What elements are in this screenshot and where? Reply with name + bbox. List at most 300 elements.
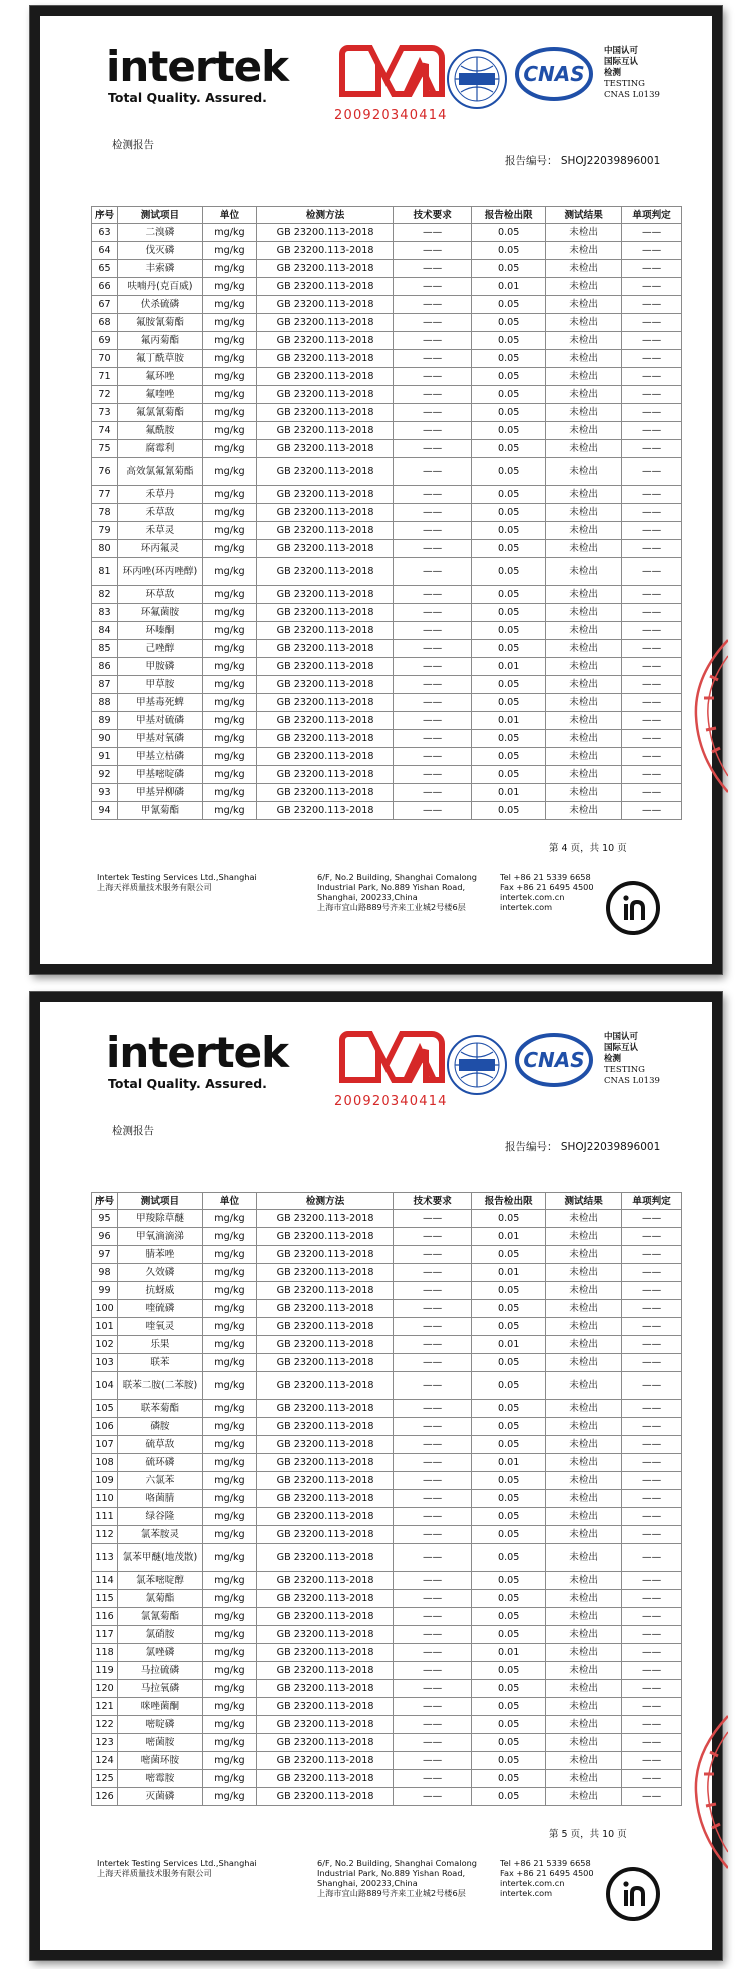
table-row [92, 504, 682, 522]
table-row [92, 1788, 682, 1806]
technical-requirement: —— [394, 1526, 472, 1544]
row-number: 114 [92, 1572, 118, 1590]
table-body [92, 224, 682, 820]
table-row [92, 1526, 682, 1544]
technical-requirement: —— [394, 1472, 472, 1490]
test-result: 未检出 [546, 224, 622, 242]
test-result: 未检出 [546, 1644, 622, 1662]
footer-address-line-1: 6/F, No.2 Building, Shanghai Comalong [317, 872, 477, 882]
test-method: GB 23200.113-2018 [257, 1210, 394, 1228]
cnas-line-5: CNAS L0139 [604, 90, 660, 100]
row-number: 71 [92, 368, 118, 386]
detection-limit: 0.05 [472, 242, 546, 260]
unit: mg/kg [202, 1644, 256, 1662]
row-number: 70 [92, 350, 118, 368]
row-number: 88 [92, 694, 118, 712]
detection-limit: 0.05 [472, 404, 546, 422]
intertek-badge-icon [605, 1866, 661, 1922]
intertek-logo: intertek [106, 1028, 289, 1077]
table-row [92, 694, 682, 712]
judgement: —— [622, 622, 682, 640]
test-method: GB 23200.113-2018 [257, 540, 394, 558]
unit: mg/kg [202, 1246, 256, 1264]
unit: mg/kg [202, 1716, 256, 1734]
intertek-tagline: Total Quality. Assured. [108, 1076, 267, 1091]
test-item: 氯苯胺灵 [118, 1526, 203, 1544]
footer-site: intertek.com [500, 902, 553, 912]
unit: mg/kg [202, 332, 256, 350]
technical-requirement: —— [394, 1354, 472, 1372]
row-number: 104 [92, 1372, 118, 1400]
test-result: 未检出 [546, 1472, 622, 1490]
row-number: 94 [92, 802, 118, 820]
table-row [92, 458, 682, 486]
technical-requirement: —— [394, 522, 472, 540]
test-method: GB 23200.113-2018 [257, 1626, 394, 1644]
technical-requirement: —— [394, 1608, 472, 1626]
test-result: 未检出 [546, 368, 622, 386]
unit: mg/kg [202, 784, 256, 802]
technical-requirement: —— [394, 1336, 472, 1354]
footer-site: intertek.com [500, 1888, 553, 1898]
unit: mg/kg [202, 314, 256, 332]
ilac-mra-icon [446, 48, 508, 110]
detection-limit: 0.05 [472, 1526, 546, 1544]
column-header: 序号 [92, 1193, 118, 1210]
judgement: —— [622, 1572, 682, 1590]
table-row [92, 802, 682, 820]
column-header: 测试项目 [118, 1193, 203, 1210]
test-result: 未检出 [546, 1300, 622, 1318]
row-number: 105 [92, 1400, 118, 1418]
test-method: GB 23200.113-2018 [257, 784, 394, 802]
detection-limit: 0.05 [472, 1544, 546, 1572]
technical-requirement: —— [394, 1644, 472, 1662]
unit: mg/kg [202, 1526, 256, 1544]
test-result: 未检出 [546, 1490, 622, 1508]
table-row [92, 1472, 682, 1490]
technical-requirement: —— [394, 458, 472, 486]
detection-limit: 0.05 [472, 694, 546, 712]
test-result: 未检出 [546, 802, 622, 820]
test-item: 氯氰菊酯 [118, 1608, 203, 1626]
unit: mg/kg [202, 1210, 256, 1228]
cnas-line-3: 检测 [604, 1054, 622, 1064]
test-item: 己唑醇 [118, 640, 203, 658]
test-item: 嘧啶磷 [118, 1716, 203, 1734]
test-method: GB 23200.113-2018 [257, 278, 394, 296]
table-header-row [92, 207, 682, 224]
footer-fax: Fax +86 21 6495 4500 [500, 1868, 594, 1878]
test-method: GB 23200.113-2018 [257, 1400, 394, 1418]
technical-requirement: —— [394, 1246, 472, 1264]
table-row [92, 1318, 682, 1336]
row-number: 87 [92, 676, 118, 694]
unit: mg/kg [202, 522, 256, 540]
footer-site-cn: intertek.com.cn [500, 892, 565, 902]
detection-limit: 0.05 [472, 586, 546, 604]
table-row [92, 314, 682, 332]
technical-requirement: —— [394, 1264, 472, 1282]
test-method: GB 23200.113-2018 [257, 242, 394, 260]
technical-requirement: —— [394, 1544, 472, 1572]
test-item: 氯苯嘧啶醇 [118, 1572, 203, 1590]
table-row [92, 1662, 682, 1680]
row-number: 102 [92, 1336, 118, 1354]
test-item: 氟酰胺 [118, 422, 203, 440]
column-header: 报告检出限 [472, 207, 546, 224]
judgement: —— [622, 1354, 682, 1372]
row-number: 108 [92, 1454, 118, 1472]
test-result: 未检出 [546, 676, 622, 694]
technical-requirement: —— [394, 1418, 472, 1436]
judgement: —— [622, 458, 682, 486]
detection-limit: 0.01 [472, 1644, 546, 1662]
unit: mg/kg [202, 368, 256, 386]
cnas-line-1: 中国认可 [604, 1032, 639, 1042]
test-method: GB 23200.113-2018 [257, 1734, 394, 1752]
column-header: 单位 [202, 207, 256, 224]
unit: mg/kg [202, 1454, 256, 1472]
cnas-logo [514, 1032, 594, 1088]
row-number: 117 [92, 1626, 118, 1644]
test-method: GB 23200.113-2018 [257, 1644, 394, 1662]
row-number: 113 [92, 1544, 118, 1572]
table-row [92, 1418, 682, 1436]
judgement: —— [622, 730, 682, 748]
test-result: 未检出 [546, 1680, 622, 1698]
row-number: 122 [92, 1716, 118, 1734]
footer-contact [500, 1858, 594, 1898]
test-method: GB 23200.113-2018 [257, 1228, 394, 1246]
judgement: —— [622, 1590, 682, 1608]
footer-site-cn: intertek.com.cn [500, 1878, 565, 1888]
unit: mg/kg [202, 1508, 256, 1526]
row-number: 72 [92, 386, 118, 404]
judgement: —— [622, 440, 682, 458]
technical-requirement: —— [394, 1590, 472, 1608]
test-item: 环氟菌胺 [118, 604, 203, 622]
judgement: —— [622, 766, 682, 784]
test-item: 甲基毒死蜱 [118, 694, 203, 712]
detection-limit: 0.05 [472, 1508, 546, 1526]
column-header: 测试结果 [546, 207, 622, 224]
judgement: —— [622, 676, 682, 694]
technical-requirement: —— [394, 1300, 472, 1318]
test-item: 联苯 [118, 1354, 203, 1372]
judgement: —— [622, 1472, 682, 1490]
unit: mg/kg [202, 1228, 256, 1246]
red-seal-stamp-icon [688, 1712, 728, 1872]
row-number: 67 [92, 296, 118, 314]
test-result: 未检出 [546, 604, 622, 622]
footer-company-cn: 上海天祥质量技术服务有限公司 [97, 1868, 212, 1878]
row-number: 74 [92, 422, 118, 440]
technical-requirement: —— [394, 368, 472, 386]
judgement: —— [622, 1734, 682, 1752]
test-result: 未检出 [546, 458, 622, 486]
table-row [92, 1644, 682, 1662]
table-header-row [92, 1193, 682, 1210]
test-method: GB 23200.113-2018 [257, 314, 394, 332]
table-row [92, 1544, 682, 1572]
test-method: GB 23200.113-2018 [257, 712, 394, 730]
judgement: —— [622, 1752, 682, 1770]
judgement: —— [622, 314, 682, 332]
detection-limit: 0.05 [472, 1372, 546, 1400]
column-header: 报告检出限 [472, 1193, 546, 1210]
footer-tel: Tel +86 21 5339 6658 [500, 1858, 591, 1868]
table-row [92, 712, 682, 730]
column-header: 单位 [202, 1193, 256, 1210]
test-result: 未检出 [546, 1770, 622, 1788]
technical-requirement: —— [394, 622, 472, 640]
unit: mg/kg [202, 278, 256, 296]
intertek-logo: intertek [106, 42, 289, 91]
footer-contact [500, 872, 594, 912]
technical-requirement: —— [394, 1508, 472, 1526]
table-row [92, 522, 682, 540]
technical-requirement: —— [394, 558, 472, 586]
cnas-line-2: 国际互认 [604, 57, 639, 67]
cnas-line-2: 国际互认 [604, 1043, 639, 1053]
judgement: —— [622, 1282, 682, 1300]
row-number: 68 [92, 314, 118, 332]
test-result: 未检出 [546, 1282, 622, 1300]
unit: mg/kg [202, 404, 256, 422]
test-result: 未检出 [546, 422, 622, 440]
row-number: 85 [92, 640, 118, 658]
test-result: 未检出 [546, 522, 622, 540]
unit: mg/kg [202, 350, 256, 368]
column-header: 技术要求 [394, 207, 472, 224]
unit: mg/kg [202, 1336, 256, 1354]
judgement: —— [622, 540, 682, 558]
technical-requirement: —— [394, 440, 472, 458]
row-number: 63 [92, 224, 118, 242]
judgement: —— [622, 486, 682, 504]
test-method: GB 23200.113-2018 [257, 676, 394, 694]
test-method: GB 23200.113-2018 [257, 1336, 394, 1354]
footer-address-line-3: Shanghai, 200233,China [317, 892, 418, 902]
row-number: 98 [92, 1264, 118, 1282]
unit: mg/kg [202, 1734, 256, 1752]
table-row [92, 730, 682, 748]
detection-limit: 0.05 [472, 1626, 546, 1644]
test-result: 未检出 [546, 1508, 622, 1526]
technical-requirement: —— [394, 1752, 472, 1770]
table-row [92, 486, 682, 504]
test-result: 未检出 [546, 712, 622, 730]
page-number: 第 5 页，共 10 页 [549, 1829, 627, 1840]
test-result: 未检出 [546, 540, 622, 558]
test-result: 未检出 [546, 296, 622, 314]
technical-requirement: —— [394, 1698, 472, 1716]
judgement: —— [622, 1508, 682, 1526]
detection-limit: 0.05 [472, 766, 546, 784]
detection-limit: 0.05 [472, 1680, 546, 1698]
test-result: 未检出 [546, 1752, 622, 1770]
test-method: GB 23200.113-2018 [257, 504, 394, 522]
detection-limit: 0.05 [472, 1698, 546, 1716]
cma-logo [336, 44, 448, 100]
judgement: —— [622, 1626, 682, 1644]
test-item: 伏杀硫磷 [118, 296, 203, 314]
test-result: 未检出 [546, 350, 622, 368]
row-number: 80 [92, 540, 118, 558]
detection-limit: 0.01 [472, 1228, 546, 1246]
technical-requirement: —— [394, 1436, 472, 1454]
column-header: 单项判定 [622, 207, 682, 224]
test-method: GB 23200.113-2018 [257, 1662, 394, 1680]
unit: mg/kg [202, 1788, 256, 1806]
technical-requirement: —— [394, 784, 472, 802]
judgement: —— [622, 1526, 682, 1544]
test-item: 甲基立枯磷 [118, 748, 203, 766]
detection-limit: 0.05 [472, 368, 546, 386]
row-number: 119 [92, 1662, 118, 1680]
judgement: —— [622, 1228, 682, 1246]
judgement: —— [622, 1418, 682, 1436]
table-row [92, 368, 682, 386]
table-row [92, 640, 682, 658]
unit: mg/kg [202, 1608, 256, 1626]
technical-requirement: —— [394, 1228, 472, 1246]
test-result: 未检出 [546, 586, 622, 604]
technical-requirement: —— [394, 224, 472, 242]
judgement: —— [622, 1662, 682, 1680]
table-body [92, 1210, 682, 1806]
cnas-line-1: 中国认可 [604, 46, 639, 56]
row-number: 107 [92, 1436, 118, 1454]
test-item: 氟环唑 [118, 368, 203, 386]
test-item: 伐灭磷 [118, 242, 203, 260]
table-row [92, 676, 682, 694]
row-number: 116 [92, 1608, 118, 1626]
technical-requirement: —— [394, 260, 472, 278]
unit: mg/kg [202, 694, 256, 712]
test-item: 联苯二胺(二苯胺) [118, 1372, 203, 1400]
test-result: 未检出 [546, 1454, 622, 1472]
table-row [92, 1454, 682, 1472]
row-number: 78 [92, 504, 118, 522]
technical-requirement: —— [394, 404, 472, 422]
detection-limit: 0.05 [472, 350, 546, 368]
judgement: —— [622, 1436, 682, 1454]
judgement: —— [622, 296, 682, 314]
unit: mg/kg [202, 748, 256, 766]
test-result: 未检出 [546, 1336, 622, 1354]
test-result: 未检出 [546, 1572, 622, 1590]
table-row [92, 1680, 682, 1698]
table-row [92, 242, 682, 260]
footer-tel: Tel +86 21 5339 6658 [500, 872, 591, 882]
table-row [92, 1246, 682, 1264]
test-item: 喹硫磷 [118, 1300, 203, 1318]
test-method: GB 23200.113-2018 [257, 1716, 394, 1734]
table-row [92, 1264, 682, 1282]
technical-requirement: —— [394, 1372, 472, 1400]
detection-limit: 0.01 [472, 1454, 546, 1472]
unit: mg/kg [202, 1418, 256, 1436]
test-result: 未检出 [546, 1544, 622, 1572]
report-page-4 [30, 6, 722, 974]
footer-address-line-2: Industrial Park, No.889 Yishan Road, [317, 1868, 466, 1878]
test-result: 未检出 [546, 1626, 622, 1644]
table-row [92, 422, 682, 440]
footer-company-en: Intertek Testing Services Ltd.,Shanghai [97, 1858, 257, 1868]
judgement: —— [622, 260, 682, 278]
test-method: GB 23200.113-2018 [257, 1680, 394, 1698]
row-number: 93 [92, 784, 118, 802]
document-title: 检测报告 [112, 139, 154, 151]
test-method: GB 23200.113-2018 [257, 440, 394, 458]
unit: mg/kg [202, 1300, 256, 1318]
test-result: 未检出 [546, 640, 622, 658]
test-item: 氟丁酰草胺 [118, 350, 203, 368]
table-row [92, 766, 682, 784]
row-number: 101 [92, 1318, 118, 1336]
cnas-line-5: CNAS L0139 [604, 1076, 660, 1086]
detection-limit: 0.05 [472, 1436, 546, 1454]
test-item: 氟喹唑 [118, 386, 203, 404]
technical-requirement: —— [394, 712, 472, 730]
cnas-line-3: 检测 [604, 68, 622, 78]
test-method: GB 23200.113-2018 [257, 1372, 394, 1400]
footer-company [97, 872, 257, 892]
test-item: 甲基对硫磷 [118, 712, 203, 730]
unit: mg/kg [202, 1662, 256, 1680]
test-method: GB 23200.113-2018 [257, 604, 394, 622]
unit: mg/kg [202, 558, 256, 586]
test-result: 未检出 [546, 784, 622, 802]
row-number: 109 [92, 1472, 118, 1490]
test-result: 未检出 [546, 1788, 622, 1806]
test-result: 未检出 [546, 694, 622, 712]
unit: mg/kg [202, 622, 256, 640]
test-method: GB 23200.113-2018 [257, 422, 394, 440]
judgement: —— [622, 694, 682, 712]
detection-limit: 0.05 [472, 1354, 546, 1372]
test-method: GB 23200.113-2018 [257, 1472, 394, 1490]
row-number: 76 [92, 458, 118, 486]
row-number: 97 [92, 1246, 118, 1264]
judgement: —— [622, 1680, 682, 1698]
judgement: —— [622, 1372, 682, 1400]
judgement: —— [622, 1698, 682, 1716]
column-header: 检测方法 [257, 1193, 394, 1210]
test-result: 未检出 [546, 766, 622, 784]
table-row [92, 1626, 682, 1644]
judgement: —— [622, 224, 682, 242]
technical-requirement: —— [394, 658, 472, 676]
test-result: 未检出 [546, 1228, 622, 1246]
test-item: 甲羧除草醚 [118, 1210, 203, 1228]
row-number: 125 [92, 1770, 118, 1788]
unit: mg/kg [202, 1680, 256, 1698]
test-result: 未检出 [546, 278, 622, 296]
test-item: 久效磷 [118, 1264, 203, 1282]
test-method: GB 23200.113-2018 [257, 1436, 394, 1454]
unit: mg/kg [202, 586, 256, 604]
technical-requirement: —— [394, 1626, 472, 1644]
unit: mg/kg [202, 1698, 256, 1716]
cnas-line-4: TESTING [604, 79, 645, 89]
test-result: 未检出 [546, 1354, 622, 1372]
test-result: 未检出 [546, 332, 622, 350]
unit: mg/kg [202, 458, 256, 486]
footer-company-cn: 上海天祥质量技术服务有限公司 [97, 882, 212, 892]
